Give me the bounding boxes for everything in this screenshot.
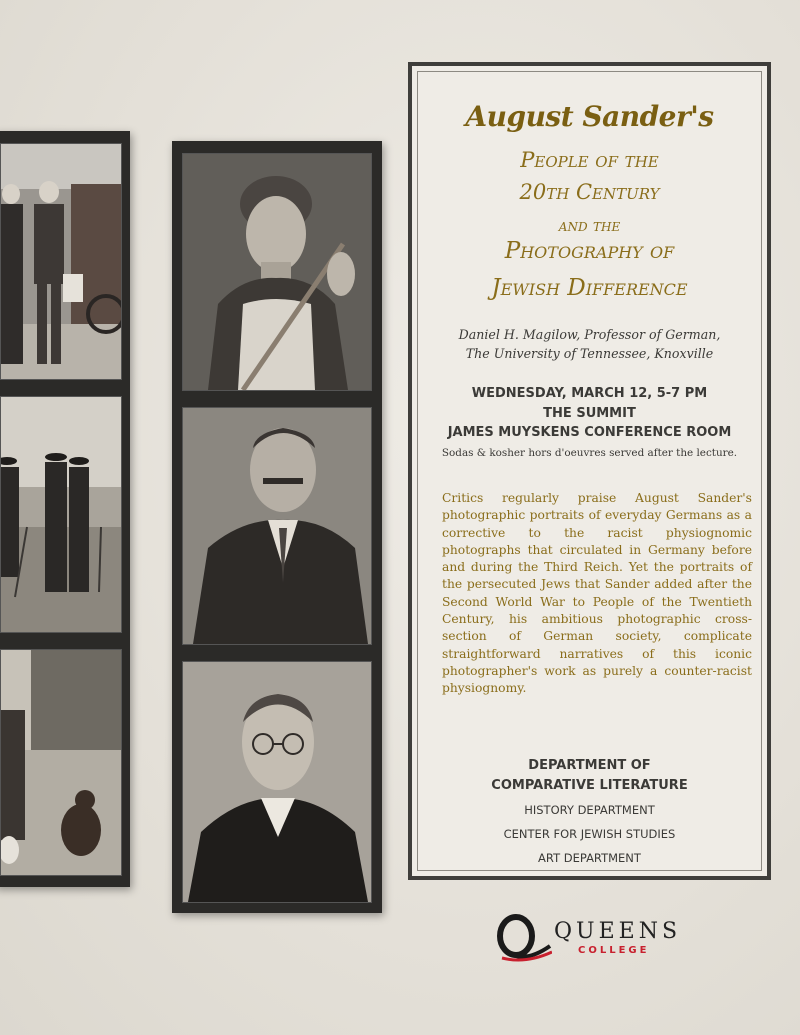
speaker-info <box>418 325 761 363</box>
queens-college-q-logo-icon <box>494 912 552 970</box>
photo-three-farmers <box>0 396 122 633</box>
speaker-line-2: The University of Tennessee, Knoxville <box>465 346 714 361</box>
title-line-2: People of the <box>520 148 659 172</box>
photo-man-with-bear <box>0 649 122 876</box>
event-venue: THE SUMMIT <box>543 406 636 421</box>
sponsor-main-line-2: COMPARATIVE LITERATURE <box>491 778 688 793</box>
panel-inner-border <box>417 71 762 871</box>
event-date-time: WEDNESDAY, MARCH 12, 5-7 PM <box>471 386 708 401</box>
event-room: JAMES MUYSKENS CONFERENCE ROOM <box>447 425 732 440</box>
title-line-3: 20th Century <box>519 180 660 204</box>
film-strip-left <box>0 131 130 887</box>
lecture-description: Critics regularly praise August Sander's photographic portraits of everyday Germans as a corrective to the racist physiognomic photographs that circulated in Germany before and during the Third Reich. Yet the portraits of the persecuted Jews that Sander added after the Second World War to People of the Twentieth Century, his ambitious photographic cross-section of German society, complicate straightforward narratives of this iconic photographer's work as purely a counter-racist physiognomy. <box>442 491 752 696</box>
sponsor-jewish-studies: CENTER FOR JEWISH STUDIES <box>503 827 676 841</box>
queens-college-logo <box>494 912 694 972</box>
title-line-5: Photography of <box>504 238 675 264</box>
film-strip-center <box>172 141 382 913</box>
title-line-1: August Sander's <box>465 100 714 133</box>
sponsor-main-line-1: DEPARTMENT OF <box>528 758 651 773</box>
photo-man-with-glasses <box>182 661 372 903</box>
sponsor-history: HISTORY DEPARTMENT <box>524 803 655 817</box>
title-line-4: and the <box>558 216 621 236</box>
photo-woman-with-broom <box>182 153 372 391</box>
sponsor-art: ART DEPARTMENT <box>538 851 641 865</box>
event-info-panel <box>408 62 771 880</box>
speaker-line-1: Daniel H. Magilow, Professor of German, <box>458 327 721 342</box>
logo-name: QUEENS <box>554 919 682 944</box>
photo-man-in-suit <box>182 407 372 645</box>
logo-sub: COLLEGE <box>578 945 650 956</box>
title-line-6: Jewish Difference <box>491 275 688 301</box>
photo-two-girls-circus <box>0 143 122 380</box>
refreshments-note: Sodas & kosher hors d'oeuvres served after the lecture. <box>441 447 738 459</box>
